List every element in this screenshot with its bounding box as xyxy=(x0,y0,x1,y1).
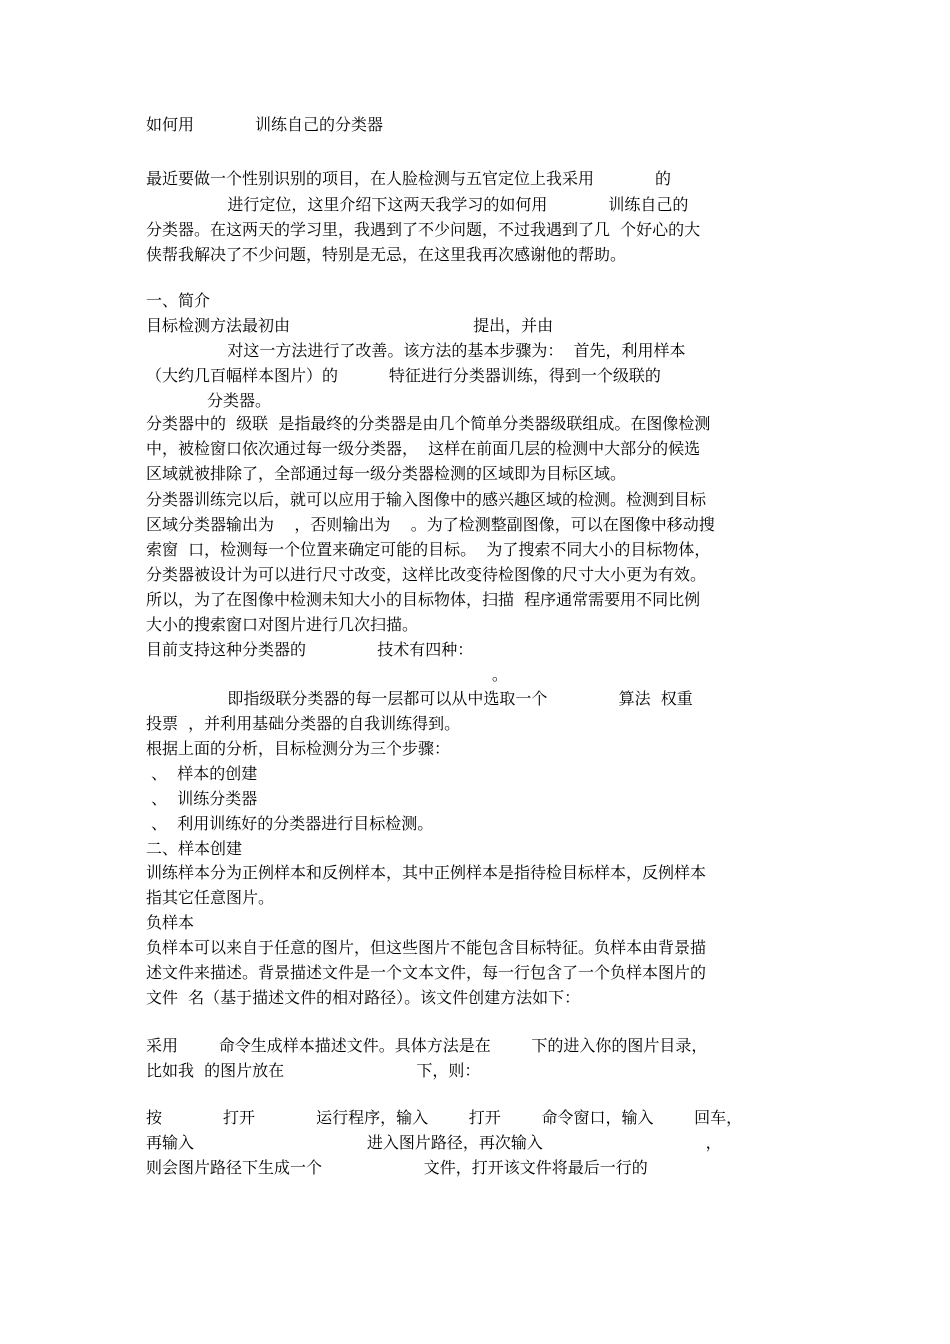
paragraph-line: 述文件来描述。背景描述文件是一个文本文件，每一行包含了一个负样本图片的 xyxy=(146,963,707,982)
paragraph-line: 目标检测方法最初由 提出，并由 xyxy=(146,316,554,335)
paragraph-line: 分类器。 xyxy=(146,391,272,410)
paragraph-line: 负样本可以来自于任意的图片，但这些图片不能包含目标特征。负样本由背景描 xyxy=(146,938,707,957)
paragraph-line: （大约几百幅样本图片）的 特征进行分类器训练，得到一个级联的 xyxy=(146,366,661,385)
section-heading: 一、简介 xyxy=(146,291,211,310)
paragraph-line: 采用 命令生成样本描述文件。具体方法是在 下的进入你的图片目录， xyxy=(146,1036,708,1055)
paragraph-line: 目前支持这种分类器的 技术有四种： xyxy=(146,640,474,659)
paragraph-line: 索窗 口，检测每一个位置来确定可能的目标。 为了搜索不同大小的目标物体， xyxy=(146,540,711,559)
paragraph-line: 根据上面的分析，目标检测分为三个步骤： xyxy=(146,739,451,758)
paragraph-line: 投票 ，并利用基础分类器的自我训练得到。 xyxy=(146,714,461,733)
paragraph-line: 即指级联分类器的每一层都可以从中选取一个 算法 权重 xyxy=(146,689,693,708)
paragraph-line: 比如我 的图片放在 下，则： xyxy=(146,1061,481,1080)
paragraph-line: 训练样本分为正例样本和反例样本，其中正例样本是指待检目标样本，反例样本 xyxy=(146,863,707,882)
paragraph-line: 分类器中的 级联 是指最终的分类器是由几个简单分类器级联组成。在图像检测 xyxy=(146,414,711,433)
paragraph-line: 进行定位，这里介绍下这两天我学习的如何用 训练自己的 xyxy=(146,195,689,214)
paragraph-line: 区域分类器输出为 ，否则输出为 。为了检测整副图像，可以在图像中移动搜 xyxy=(146,515,715,534)
paragraph-line: 。 xyxy=(146,665,508,684)
paragraph-line: 分类器。在这两天的学习里，我遇到了不少问题，不过我遇到了几 个好心的大 xyxy=(146,220,701,239)
paragraph-line: 指其它任意图片。 xyxy=(146,888,275,907)
paragraph-line: 则会图片路径下生成一个 文件，打开该文件将最后一行的 xyxy=(146,1158,648,1177)
paragraph-line: 最近要做一个性别识别的项目，在人脸检测与五官定位上我采用 的 xyxy=(146,169,672,188)
paragraph-line: 大小的搜索窗口对图片进行几次扫描。 xyxy=(146,615,419,634)
paragraph-line: 区域就被排除了，全部通过每一级分类器检测的区域即为目标区域。 xyxy=(146,464,627,483)
section-heading: 二、样本创建 xyxy=(146,839,243,858)
list-item: 、 利用训练好的分类器进行目标检测。 xyxy=(146,814,434,833)
paragraph-line: 侠帮我解决了不少问题，特别是无忌，在这里我再次感谢他的帮助。 xyxy=(146,245,627,264)
paragraph-line: 中，被检窗口依次通过每一级分类器， 这样在前面几层的检测中大部分的候选 xyxy=(146,439,701,458)
list-item: 、 训练分类器 xyxy=(146,789,258,808)
paragraph-line: 按 打开 运行程序，输入 打开 命令窗口，输入 回车， xyxy=(146,1108,743,1127)
document-title: 如何用 训练自己的分类器 xyxy=(146,115,384,134)
paragraph-line: 再输入 进入图片路径，再次输入 ， xyxy=(146,1133,722,1152)
subsection-heading: 负样本 xyxy=(146,913,195,932)
list-item: 、 样本的创建 xyxy=(146,764,258,783)
paragraph-line: 文件 名（基于描述文件的相对路径）。该文件创建方法如下： xyxy=(146,988,581,1007)
paragraph-line: 所以，为了在图像中检测未知大小的目标物体，扫描 程序通常需要用不同比例 xyxy=(146,590,701,609)
paragraph-line: 分类器训练完以后，就可以应用于输入图像中的感兴趣区域的检测。检测到目标 xyxy=(146,490,707,509)
paragraph-line: 对这一方法进行了改善。该方法的基本步骤为： 首先，利用样本 xyxy=(146,341,686,360)
paragraph-line: 分类器被设计为可以进行尺寸改变，这样比改变待检图像的尺寸大小更为有效。 xyxy=(146,565,707,584)
